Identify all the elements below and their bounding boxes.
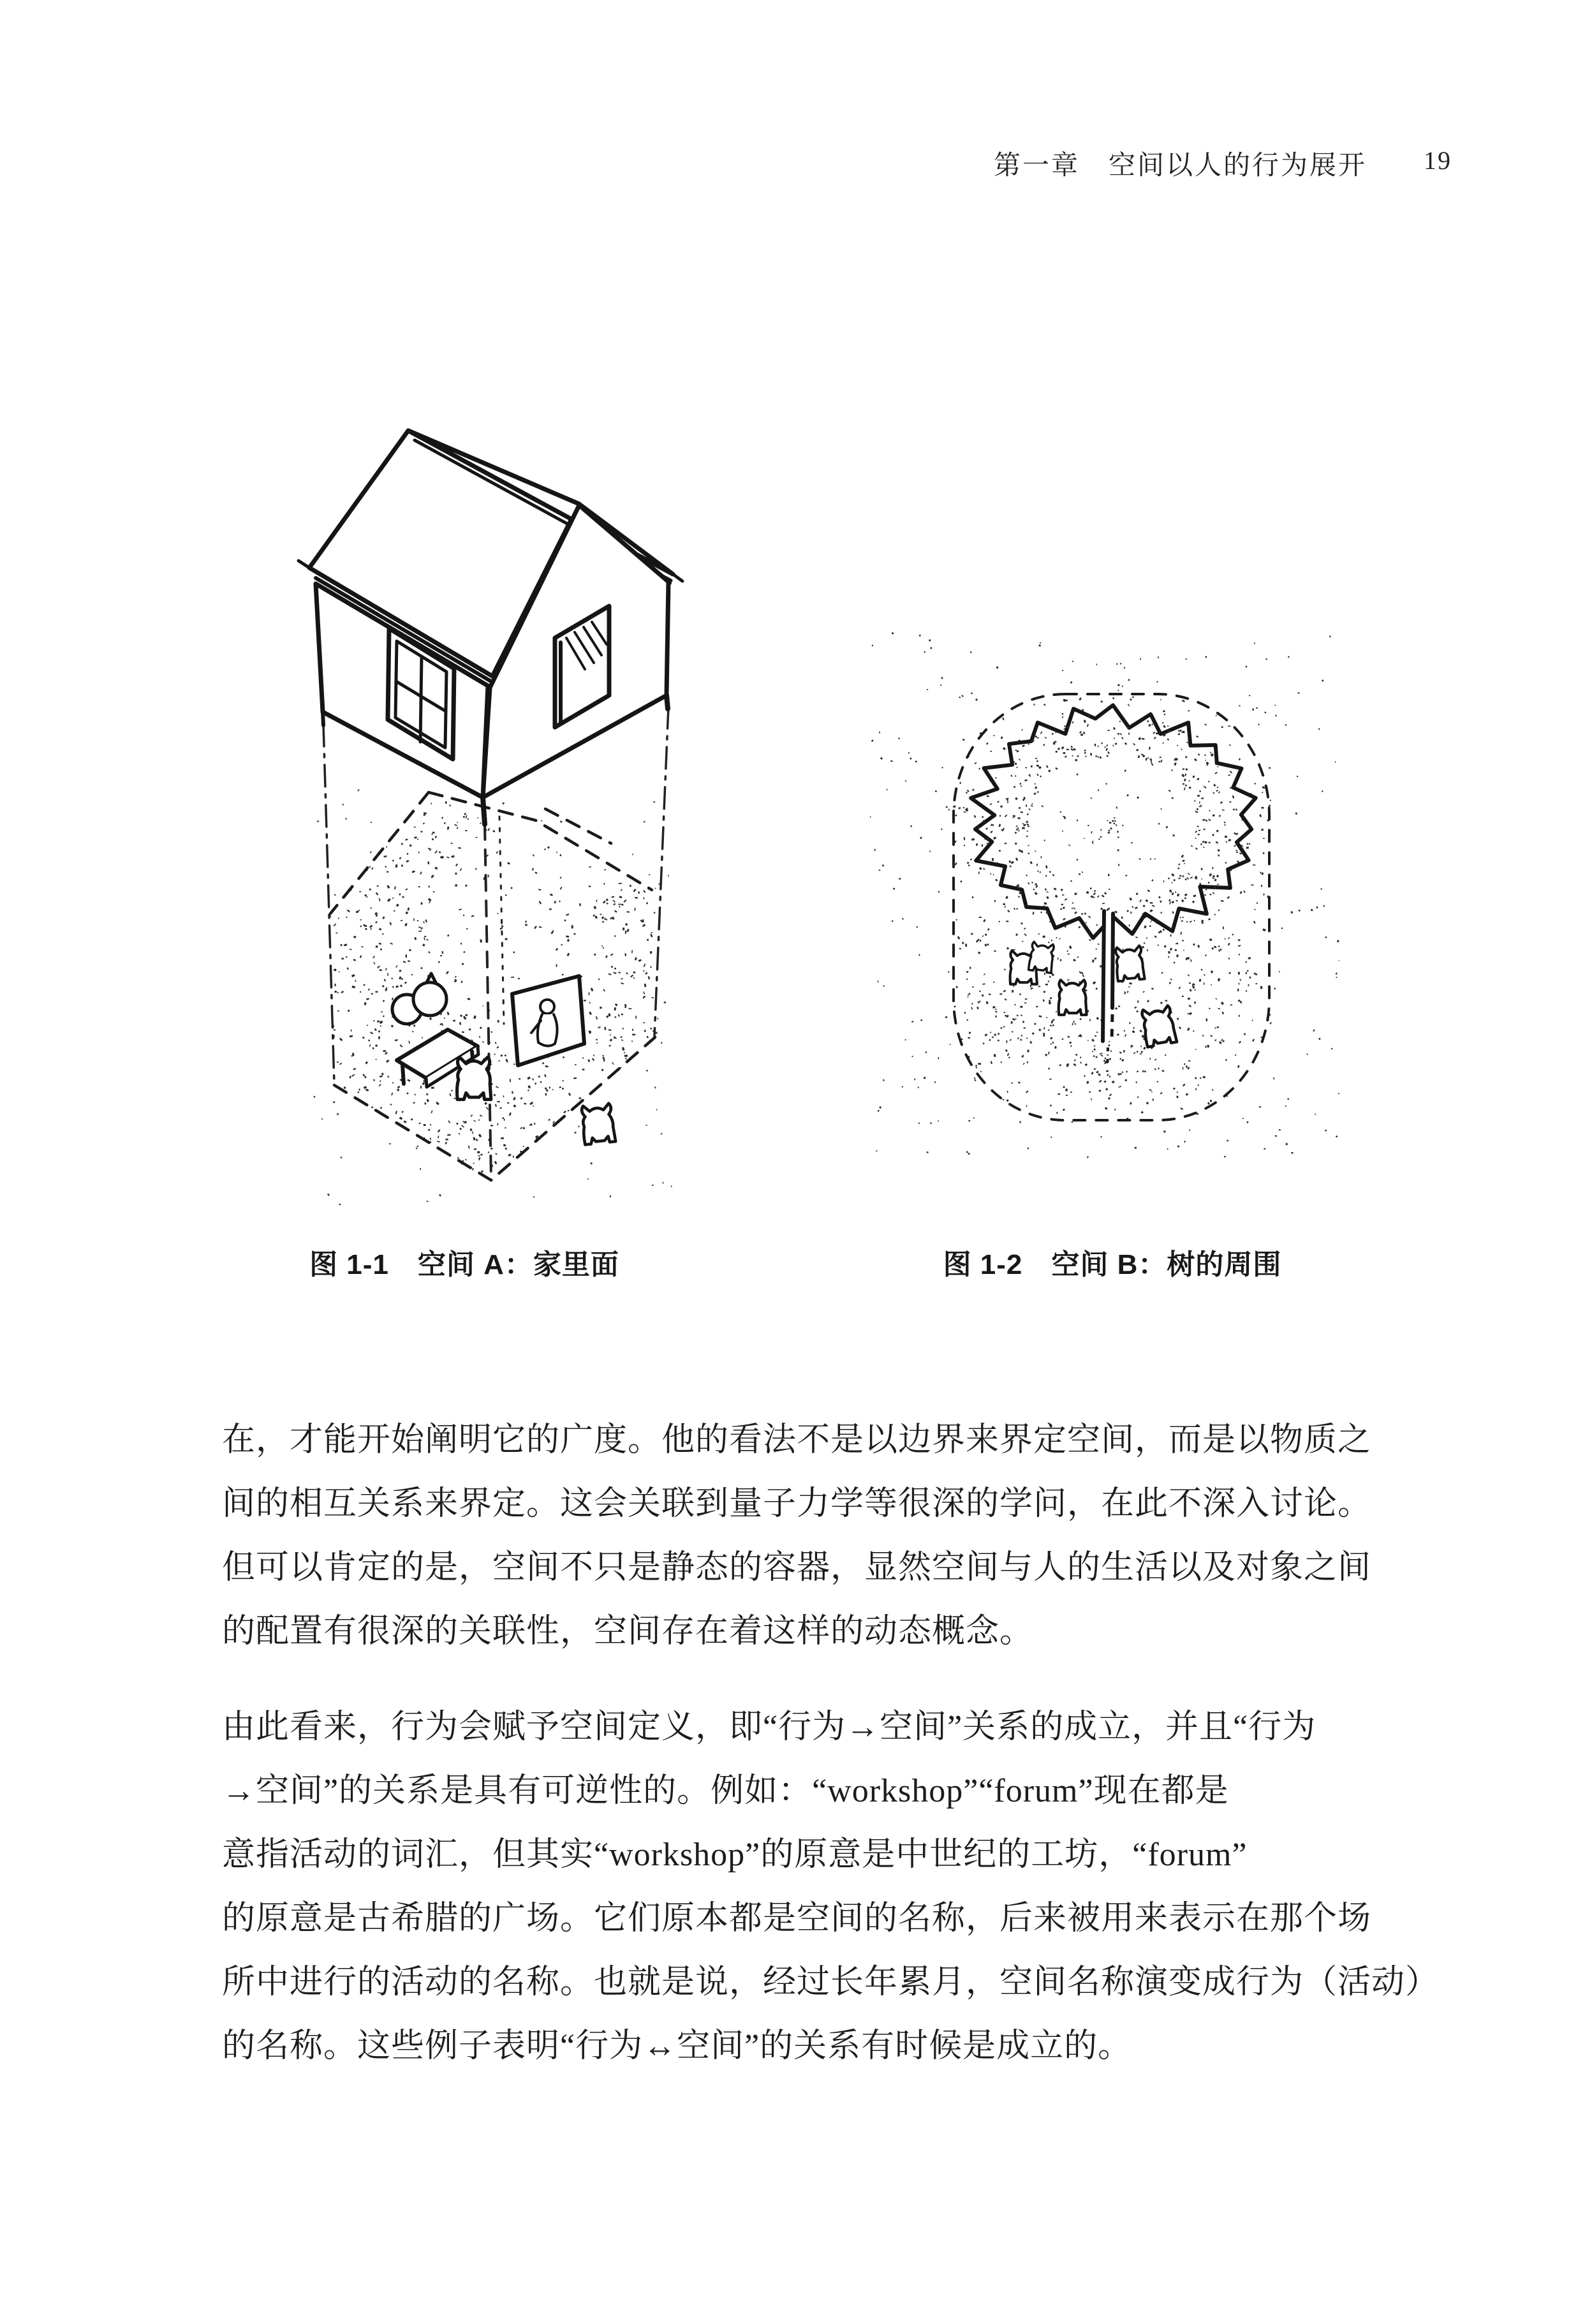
figure-1-1-house-space-illustration xyxy=(255,370,714,1218)
paragraph xyxy=(222,1696,1440,2078)
page-number: 19 xyxy=(1424,146,1452,175)
animal-doodle xyxy=(1028,942,1055,973)
person-doodle xyxy=(413,982,446,1016)
text-line: 的配置有很深的关联性，空间存在着这样的动态概念。 xyxy=(222,1613,1034,1650)
text-line: 但可以肯定的是，空间不只是静态的容器，显然空间与人的生活以及对象之间 xyxy=(222,1550,1372,1586)
cat-doodle xyxy=(457,1057,491,1099)
text-line: 所中进行的活动的名称。也就是说，经过长年累月，空间名称演变成行为（活动） xyxy=(222,1964,1440,2001)
animal-doodles-under-tree xyxy=(1010,942,1177,1047)
figure-1-1-caption: 图 1-1 空间 A：家里面 xyxy=(309,1249,619,1280)
tree-trunk xyxy=(1102,911,1114,1072)
animal-doodle xyxy=(1115,945,1145,981)
text-line: 由此看来，行为会赋予空间定义，即“行为→空间”关系的成立，并且“行为 xyxy=(222,1709,1316,1745)
body-text xyxy=(222,1409,1440,2078)
text-line: →空间”的关系是具有可逆性的。例如：“workshop”“forum”现在都是 xyxy=(222,1773,1229,1809)
cat-doodle xyxy=(581,1103,616,1144)
animal-doodle xyxy=(1141,1005,1177,1047)
figure-1-2-tree-space-illustration xyxy=(867,625,1339,1161)
text-line: 的名称。这些例子表明“行为↔空间”的关系有时候是成立的。 xyxy=(222,2028,1132,2064)
house-sketch xyxy=(299,431,682,824)
text-line: 在，才能开始阐明它的广度。他的看法不是以边界来界定空间，而是以物质之 xyxy=(222,1422,1372,1458)
figure-1-2-caption: 图 1-2 空间 B：树的周围 xyxy=(943,1249,1282,1280)
paragraph xyxy=(222,1409,1373,1664)
running-header-chapter-title: 第一章 空间以人的行为展开 xyxy=(994,151,1368,181)
person-on-board-doodle xyxy=(540,1000,554,1014)
stipple-texture-scatter xyxy=(313,789,672,1206)
text-line: 间的相互关系来界定。这会关联到量子力学等很深的学问，在此不深入讨论。 xyxy=(222,1486,1372,1522)
text-line: 意指活动的词汇，但其实“workshop”的原意是中世纪的工坊，“forum” xyxy=(222,1837,1248,1873)
text-line: 的原意是古希腊的广场。它们原本都是空间的名称，后来被用来表示在那个场 xyxy=(222,1900,1372,1937)
animal-doodle xyxy=(1059,980,1087,1015)
